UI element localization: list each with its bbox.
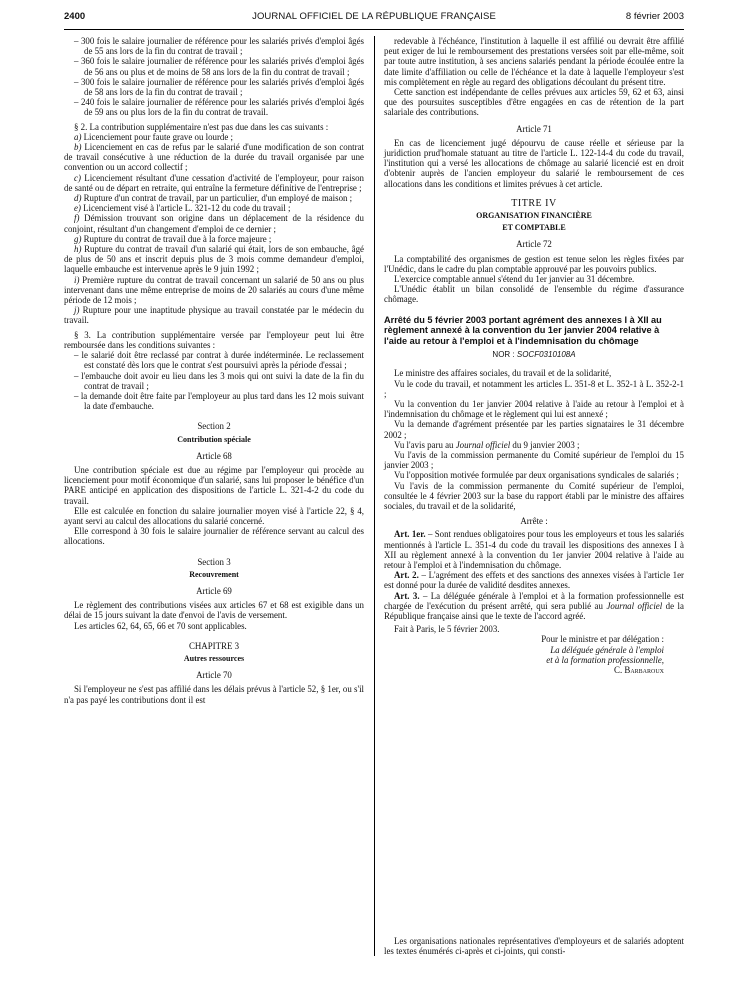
article-68-paragraph: Une contribution spéciale est due au régime par l'employeur qui procède au licenciement pour motif économique d'un salarié, sans lui proposer le bénéfice d'un PARE anticipé en application des dispositions de l'article L. 321-4-2 du code du travail. — [64, 464, 364, 506]
article-1-label: Art. 1er. — [394, 529, 426, 540]
visa-item: Le ministre des affaires sociales, du travail et de la solidarité, — [394, 368, 612, 379]
article-69-paragraph: Les articles 62, 64, 65, 66 et 70 sont applicables. — [74, 620, 247, 631]
case-letter: e) — [74, 203, 81, 214]
article-70-continued — [384, 36, 684, 118]
dash-item: – 300 fois le salaire journalier de référence pour les salariés privés d'emploi âgés de 58 ans lors de la fin du contrat de travail ; — [74, 76, 364, 98]
article-68-heading: Article 68 — [196, 450, 232, 461]
dash-item: – le salarié doit être reclassé par contrat à durée indéterminée. Le reclassement est constaté dès lors que le contrat s'est poursuivi après la période d'essai ; — [74, 350, 364, 371]
article-1-text: – Sont rendues obligatoires pour tous les employeurs et tous les salariés mentionnés à l'article L. 351-4 du code du travail les dispositions des annexes I à XII au règlement annexé à la convention du 1er janvier 2004 relative à l'aide au retour à l'emploi et à l'indemnisation du chômage. — [384, 529, 684, 571]
dash-item: – 360 fois le salaire journalier de référence pour les salariés privés d'emploi âgés de 56 ans ou plus et de moins de 58 ans lors de la fin du contrat de travail ; — [74, 56, 364, 77]
case-text: Rupture du contrat de travail d'un salarié qui était, lors de son embauche, âgé de plus de 50 ans et inscrit depuis plus de 3 mois comme demandeur d'emploi, laquelle embauche est intervenue après le 9 juin 1992 ; — [64, 244, 364, 275]
issue-date: 8 février 2003 — [625, 11, 684, 22]
article-2 — [384, 570, 684, 590]
case-text: Licenciement pour faute grave ou lourde ; — [81, 131, 233, 142]
case-text: Licenciement visé à l'article L. 321-12 du code du travail ; — [80, 203, 291, 214]
dash-item: – 300 fois le salaire journalier de référence pour les salariés privés d'emploi âgés de 55 ans lors de la fin du contrat de travail ; — [74, 36, 364, 57]
section-3-heading: Section 3 — [197, 556, 231, 567]
case-item — [64, 213, 364, 233]
signature-line-2: La déléguée générale à l'emploi — [550, 644, 664, 655]
nor-code: SOCF0310108A — [516, 350, 576, 360]
nor-reference — [384, 350, 684, 360]
case-text: Démission trouvant son origine dans un déplacement de la résidence du conjoint, résultant d'un changement d'emploi de ce dernier ; — [64, 213, 364, 234]
arrete-word: Arrête : — [520, 516, 548, 527]
page-header — [64, 12, 684, 26]
visa-jo-italic: Journal officiel — [455, 439, 511, 450]
article-68-body — [64, 465, 364, 547]
case-letter: c) — [74, 172, 81, 183]
article-72-heading: Article 72 — [516, 239, 552, 250]
visa-jo-pre: Vu l'avis paru au — [394, 439, 456, 450]
paragraph-2-intro: § 2. La contribution supplémentaire n'est pas due dans les cas suivants : — [74, 121, 329, 132]
case-item — [64, 132, 364, 142]
chapter-3-title: Autres ressources — [183, 653, 245, 663]
article-3 — [384, 591, 684, 622]
article-70-body: Si l'employeur ne s'est pas affilié dans les délais prévus à l'article 52, § 1er, ou s'il n'a pas payé les contributions dont il est — [64, 684, 364, 705]
case-letter: j) — [74, 305, 80, 316]
case-letter: g) — [74, 233, 82, 244]
case-item — [64, 305, 364, 325]
article-1 — [384, 529, 684, 570]
case-letter: a) — [74, 131, 82, 142]
visa-item: Vu le code du travail, et notamment les articles L. 351-8 et L. 352-1 à L. 352-2-1 ; — [384, 378, 684, 399]
article-3-text-pre: – La déléguée générale à l'emploi et à la formation professionnelle est chargée de l'exécution du présent arrêté, qui sera publié au — [384, 590, 684, 611]
article-69-paragraph: Le règlement des contributions visées aux articles 67 et 68 est exigible dans un délai de 15 jours suivant la date d'envoi de l'avis de versement. — [64, 600, 364, 621]
case-text: Première rupture du contrat de travail concernant un salarié de 50 ans ou plus intervenant dans une même entreprise de moins de 20 salariés au cours d'une même période de 12 mois ; — [64, 274, 364, 306]
case-text: Licenciement en cas de refus par le salarié d'une modification de son contrat de travail consécutive à une réduction de la durée du travail organisée par une convention ou un accord collectif ; — [64, 142, 364, 173]
visa-jo-post: du 9 janvier 2003 ; — [510, 439, 580, 450]
visa-list-2 — [384, 450, 684, 511]
signature-line-1: Pour le ministre et par délégation : — [541, 634, 664, 645]
article-3-label: Art. 3. — [394, 590, 420, 601]
article-70-paragraph: redevable à l'échéance, l'institution à laquelle il est affilié ou devrait être affilié peut exiger de lui le remboursement des prestations versées soit par elle-même, soit par toute autre institution, à ses anciens salariés pendant la période écoulée entre la date limite d'affiliation ou celle de l'échéance et la date à laquelle l'employeur s'est mis complètement en règle au regard des obligations découlant du présent titre. — [384, 36, 684, 87]
page-number: 2400 — [64, 11, 86, 22]
visa-item: Vu la convention du 1er janvier 2004 relative à l'aide au retour à l'emploi et à l'indemnisation du chômage et le règlement qui lui est annexé ; — [384, 398, 684, 420]
section-3-title: Recouvrement — [189, 569, 239, 579]
article-70-paragraph: Cette sanction est indépendante de celles prévues aux articles 59, 62 et 63, ainsi que des poursuites susceptibles d'être engagées en cas de rétention de la part salariale des contributions. — [384, 87, 684, 118]
article-70-heading: Article 70 — [196, 670, 232, 681]
case-letter: h) — [74, 244, 82, 255]
case-item — [64, 275, 364, 306]
case-item — [64, 173, 364, 193]
case-text: Rupture pour une inaptitude physique au travail constatée par le médecin du travail. — [64, 305, 364, 326]
footer-text: Les organisations nationales représentatives d'employeurs et de salariés adoptent les textes énumérés ci-après et ci-joints, qui consti- — [384, 936, 684, 957]
article-72-paragraph: La comptabilité des organismes de gestion est tenue selon les règles fixées par l'Unédic, dans le cadre du plan comptable approuvé par les pouvoirs publics. — [384, 253, 684, 274]
visa-item: Vu l'avis de la commission permanente du Comité supérieur de l'emploi, consultée le 4 février 2003 sur la base du rapport établi par le ministre des affaires sociales, du travail et de la solidarité, — [384, 480, 684, 512]
footer-paragraph — [384, 936, 684, 956]
nor-label: NOR : — [492, 350, 517, 360]
column-rule — [374, 36, 375, 956]
chapter-3-heading: CHAPITRE 3 — [188, 640, 240, 651]
article-71-heading: Article 71 — [516, 123, 552, 134]
case-item — [64, 234, 364, 244]
section-2-title: Contribution spéciale — [177, 434, 251, 444]
article-72-paragraph: L'exercice comptable annuel s'étend du 1er janvier au 31 décembre. — [394, 274, 635, 285]
article-71-body: En cas de licenciement jugé dépourvu de cause réelle et sérieuse par la juridiction prud'homale statuant au titre de l'article L. 122-14-4 du code du travail, l'institution qui a versé les allocations de chômage au salarié licencié est en droit d'obtenir auprès de l'ancien employeur du salarié le remboursement de ces allocations dans les conditions et limites prévues à cet article. — [384, 137, 684, 189]
left-column — [64, 36, 364, 705]
article-69-heading: Article 69 — [196, 585, 232, 596]
case-letter: i) — [74, 274, 80, 285]
article-69-body — [64, 600, 364, 631]
case-item — [64, 142, 364, 173]
paragraph-3-intro: § 3. La contribution supplémentaire versée par l'employeur peut lui être remboursée dans les conditions suivantes : — [64, 329, 364, 350]
titre-4-heading: TITRE IV — [511, 197, 557, 209]
case-letter: b) — [74, 142, 82, 153]
titre-4-sub2: ET COMPTABLE — [502, 223, 566, 233]
article-3-text-post: de la République française ainsi que le texte de l'accord agréé. — [384, 600, 684, 622]
arrete-title: Arrêté du 5 février 2003 portant agrément des annexes I à XII au règlement annexé à la convention du 1er janvier 2004 relative à l'aide au retour à l'emploi et à l'indemnisation du chômage — [384, 314, 662, 346]
titre-4-sub1: ORGANISATION FINANCIÈRE — [476, 211, 592, 221]
fait-a-paris: Fait à Paris, le 5 février 2003. — [394, 624, 500, 635]
article-72-body — [384, 254, 684, 305]
case-text: Rupture du contrat de travail due à la force majeure ; — [81, 233, 272, 244]
case-text: Licenciement résultant d'une cessation d'activité de l'employeur, pour raison de santé ou de départ en retraite, qui entraîne la fermeture définitive de l'entreprise ; — [64, 172, 364, 193]
article-2-label: Art. 2. — [394, 570, 419, 581]
dash-list-1 — [64, 36, 364, 118]
case-letter: f) — [74, 213, 80, 224]
case-list — [64, 132, 364, 326]
article-3-text-italic: Journal officiel — [606, 600, 663, 611]
right-column — [384, 36, 684, 675]
case-item — [64, 203, 364, 213]
article-72-paragraph: L'Unédic établit un bilan consolidé de l'ensemble du régime d'assurance chômage. — [384, 284, 684, 305]
visa-journal-officiel — [384, 440, 684, 450]
visa-item: Vu l'opposition motivée formulée par deux organisations syndicales de salariés ; — [394, 470, 679, 481]
header-rule — [64, 29, 684, 30]
journal-title: JOURNAL OFFICIEL DE LA RÉPUBLIQUE FRANÇAISE — [252, 11, 496, 22]
dash-list-2 — [64, 350, 364, 411]
case-item — [64, 244, 364, 275]
dash-item: – l'embauche doit avoir eu lieu dans les 3 mois qui ont suivi la date de la fin du contrat de travail ; — [74, 370, 364, 391]
dash-item: – 240 fois le salaire journalier de référence pour les salariés privés d'emploi âgés de 59 ans ou plus lors de la fin du contrat de travail. — [74, 97, 364, 118]
article-68-paragraph: Elle est calculée en fonction du salaire journalier moyen visé à l'article 22, § 4, ayant servi au calcul des allocations du salarié concerné. — [64, 505, 364, 526]
article-2-text: – L'agrément des effets et des sanctions des annexes visées à l'article 1er est donné pour la durée de validité desdites annexes. — [384, 570, 684, 591]
visa-item: Vu la demande d'agrément présentée par les parties signataires le 31 décembre 2002 ; — [384, 419, 684, 440]
visa-item: Vu l'avis de la commission permanente du Comité supérieur de l'emploi du 15 janvier 2003 ; — [384, 450, 684, 471]
dash-item: – la demande doit être faite par l'employeur au plus tard dans les 12 mois suivant la date d'embauche. — [74, 390, 364, 412]
signature-line-3: et à la formation professionnelle, — [546, 654, 664, 665]
case-item — [64, 193, 364, 203]
article-68-paragraph: Elle correspond à 30 fois le salaire journalier de référence servant au calcul des allocations. — [64, 526, 364, 547]
signature-name: C. Barbaroux — [614, 665, 664, 676]
case-text: Rupture d'un contrat de travail, par un particulier, d'un employé de maison ; — [81, 193, 353, 204]
visa-list — [384, 368, 684, 439]
case-letter: d) — [74, 193, 82, 204]
section-2-heading: Section 2 — [197, 421, 231, 432]
